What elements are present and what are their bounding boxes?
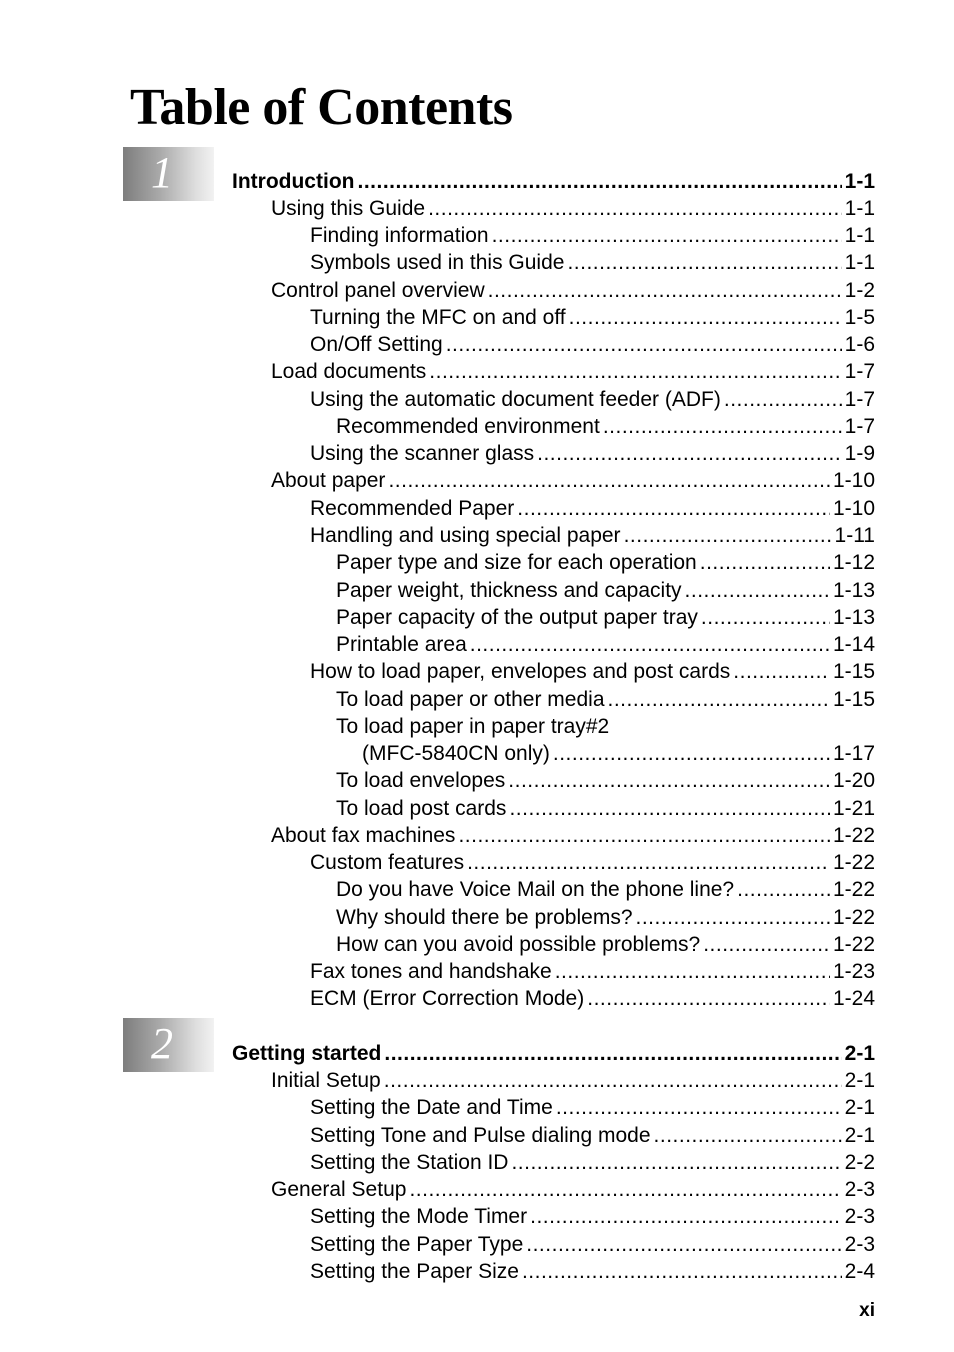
page-ref: 1-22 bbox=[832, 906, 875, 929]
page-ref: 1-1 bbox=[844, 197, 875, 220]
leader-dots bbox=[446, 331, 842, 358]
page-ref: 1-22 bbox=[832, 824, 875, 847]
toc-entry[interactable]: General Setup ..... 2-3 bbox=[271, 1176, 875, 1203]
chapter-tab-1 bbox=[123, 147, 214, 201]
toc-entry[interactable]: Handling and using special paper ..... 1-11 bbox=[310, 522, 875, 549]
toc-entry-line1[interactable]: To load paper in paper tray#2 bbox=[336, 715, 610, 738]
toc-entry[interactable]: Setting the Paper Size ..... 2-4 bbox=[310, 1258, 875, 1285]
leader-dots bbox=[467, 849, 830, 876]
page-ref: 1-11 bbox=[834, 524, 875, 547]
toc-chapter-heading[interactable]: Getting started ..... 2-1 bbox=[232, 1040, 875, 1067]
toc-entry[interactable]: To load envelopes ..... 1-20 bbox=[336, 767, 875, 794]
toc-entry[interactable]: Turning the MFC on and off ..... 1-5 bbox=[310, 304, 875, 331]
page-ref: 2-1 bbox=[844, 1069, 875, 1092]
toc-entry[interactable]: Do you have Voice Mail on the phone line? ..... 1-22 bbox=[336, 876, 875, 903]
toc-entry[interactable]: ECM (Error Correction Mode) ..... 1-24 bbox=[310, 985, 875, 1012]
page-ref: 1-12 bbox=[832, 551, 875, 574]
toc-entry[interactable]: Initial Setup ..... 2-1 bbox=[271, 1067, 875, 1094]
page-ref: 2-1 bbox=[844, 1042, 875, 1065]
leader-dots bbox=[703, 931, 830, 958]
leader-dots bbox=[509, 795, 830, 822]
toc-entry[interactable]: Recommended Paper ..... 1-10 bbox=[310, 495, 875, 522]
page-ref: 1-21 bbox=[832, 797, 875, 820]
leader-dots bbox=[409, 1176, 841, 1203]
page-ref: 1-1 bbox=[844, 251, 875, 274]
toc-entry[interactable]: (MFC-5840CN only) ..... 1-17 bbox=[362, 740, 875, 767]
toc-entry[interactable]: Setting the Paper Type ..... 2-3 bbox=[310, 1231, 875, 1258]
toc-entry[interactable]: About fax machines ..... 1-22 bbox=[271, 822, 875, 849]
toc-entry[interactable]: On/Off Setting ..... 1-6 bbox=[310, 331, 875, 358]
page-ref: 1-6 bbox=[844, 333, 875, 356]
chapter-tab-2 bbox=[123, 1018, 214, 1072]
leader-dots bbox=[429, 358, 841, 385]
toc-entry[interactable]: How to load paper, envelopes and post cards ..... 1-15 bbox=[310, 658, 875, 685]
toc-entry[interactable]: Paper type and size for each operation ..... 1-12 bbox=[336, 549, 875, 576]
leader-dots bbox=[654, 1122, 842, 1149]
toc-entry[interactable]: Finding information ..... 1-1 bbox=[310, 222, 875, 249]
toc-entry[interactable]: Paper weight, thickness and capacity ..... 1-13 bbox=[336, 577, 875, 604]
toc-entry[interactable]: About paper ..... 1-10 bbox=[271, 467, 875, 494]
leader-dots bbox=[603, 413, 842, 440]
leader-dots bbox=[587, 985, 830, 1012]
toc-entry[interactable]: Fax tones and handshake ..... 1-23 bbox=[310, 958, 875, 985]
page-ref: 2-3 bbox=[844, 1233, 875, 1256]
leader-dots bbox=[522, 1258, 842, 1285]
page-ref: 1-23 bbox=[832, 960, 875, 983]
page-ref: 1-1 bbox=[844, 170, 875, 193]
toc-entry[interactable]: Setting the Date and Time ..... 2-1 bbox=[310, 1094, 875, 1121]
leader-dots bbox=[428, 195, 842, 222]
leader-dots bbox=[488, 277, 842, 304]
leader-dots bbox=[492, 222, 842, 249]
toc-entry[interactable]: Control panel overview ..... 1-2 bbox=[271, 277, 875, 304]
leader-dots bbox=[384, 1040, 841, 1067]
leader-dots bbox=[530, 1203, 842, 1230]
toc-entry[interactable]: Printable area ..... 1-14 bbox=[336, 631, 875, 658]
page-ref: 2-1 bbox=[844, 1096, 875, 1119]
toc-entry[interactable]: Paper capacity of the output paper tray ..... 1-13 bbox=[336, 604, 875, 631]
page-ref: 1-7 bbox=[844, 388, 875, 411]
page-ref: 1-22 bbox=[832, 878, 875, 901]
toc-entry[interactable]: Custom features ..... 1-22 bbox=[310, 849, 875, 876]
page-ref: 1-7 bbox=[844, 415, 875, 438]
toc-entry[interactable]: Using the automatic document feeder (ADF) ..... 1-7 bbox=[310, 386, 875, 413]
chapter-number: 2 bbox=[151, 1019, 173, 1068]
page-ref: 1-7 bbox=[844, 360, 875, 383]
leader-dots bbox=[517, 495, 830, 522]
page-ref: 1-22 bbox=[832, 851, 875, 874]
toc-entry[interactable]: Why should there be problems? ..... 1-22 bbox=[336, 904, 875, 931]
toc-entry[interactable]: Setting Tone and Pulse dialing mode ..... 2-1 bbox=[310, 1122, 875, 1149]
page-title: Table of Contents bbox=[130, 79, 513, 136]
page-ref: 1-13 bbox=[832, 606, 875, 629]
page-ref: 1-5 bbox=[844, 306, 875, 329]
leader-dots bbox=[388, 467, 830, 494]
page-ref: 1-10 bbox=[832, 469, 875, 492]
toc-entry[interactable]: Symbols used in this Guide ..... 1-1 bbox=[310, 249, 875, 276]
page-number: xi bbox=[859, 1300, 875, 1321]
page-ref: 1-15 bbox=[832, 688, 875, 711]
toc-entry[interactable]: Using this Guide ..... 1-1 bbox=[271, 195, 875, 222]
leader-dots bbox=[685, 577, 830, 604]
leader-dots bbox=[470, 631, 830, 658]
leader-dots bbox=[733, 658, 830, 685]
leader-dots bbox=[458, 822, 830, 849]
page-ref: 2-1 bbox=[844, 1124, 875, 1147]
page-ref: 1-24 bbox=[832, 987, 875, 1010]
leader-dots bbox=[737, 876, 830, 903]
leader-dots bbox=[567, 249, 841, 276]
toc-entry[interactable]: Load documents ..... 1-7 bbox=[271, 358, 875, 385]
toc-entry[interactable]: How can you avoid possible problems? ..... 1-22 bbox=[336, 931, 875, 958]
page-ref: 2-3 bbox=[844, 1205, 875, 1228]
page-ref: 1-14 bbox=[832, 633, 875, 656]
toc-entry[interactable]: Using the scanner glass ..... 1-9 bbox=[310, 440, 875, 467]
page-ref: 1-2 bbox=[844, 279, 875, 302]
leader-dots bbox=[537, 440, 842, 467]
leader-dots bbox=[624, 522, 832, 549]
leader-dots bbox=[357, 168, 841, 195]
chapter-number: 1 bbox=[151, 148, 173, 197]
leader-dots bbox=[526, 1231, 841, 1258]
page-ref: 1-10 bbox=[832, 497, 875, 520]
leader-dots bbox=[555, 958, 830, 985]
leader-dots bbox=[384, 1067, 842, 1094]
leader-dots bbox=[700, 549, 830, 576]
leader-dots bbox=[701, 604, 830, 631]
page-ref: 2-4 bbox=[844, 1260, 875, 1283]
leader-dots bbox=[569, 304, 842, 331]
leader-dots bbox=[724, 386, 842, 413]
page-ref: 1-15 bbox=[832, 660, 875, 683]
leader-dots bbox=[556, 1094, 842, 1121]
toc-entry[interactable]: Recommended environment ..... 1-7 bbox=[336, 413, 875, 440]
page-ref: 1-20 bbox=[832, 769, 875, 792]
leader-dots bbox=[511, 1149, 841, 1176]
page-ref: 1-22 bbox=[832, 933, 875, 956]
toc-entry[interactable]: Setting the Mode Timer ..... 2-3 bbox=[310, 1203, 875, 1230]
page-ref: 1-1 bbox=[844, 224, 875, 247]
toc-entry[interactable]: To load post cards ..... 1-21 bbox=[336, 795, 875, 822]
leader-dots bbox=[553, 740, 830, 767]
leader-dots bbox=[508, 767, 830, 794]
page-ref: 2-3 bbox=[844, 1178, 875, 1201]
page-ref: 1-9 bbox=[844, 442, 875, 465]
toc-chapter-heading[interactable]: Introduction ..... 1-1 bbox=[232, 168, 875, 195]
page-ref: 2-2 bbox=[844, 1151, 875, 1174]
toc-entry[interactable]: Setting the Station ID ..... 2-2 bbox=[310, 1149, 875, 1176]
toc-entry[interactable]: To load paper or other media ..... 1-15 bbox=[336, 686, 875, 713]
page-ref: 1-17 bbox=[832, 742, 875, 765]
page-ref: 1-13 bbox=[832, 579, 875, 602]
leader-dots bbox=[608, 686, 830, 713]
leader-dots bbox=[636, 904, 830, 931]
